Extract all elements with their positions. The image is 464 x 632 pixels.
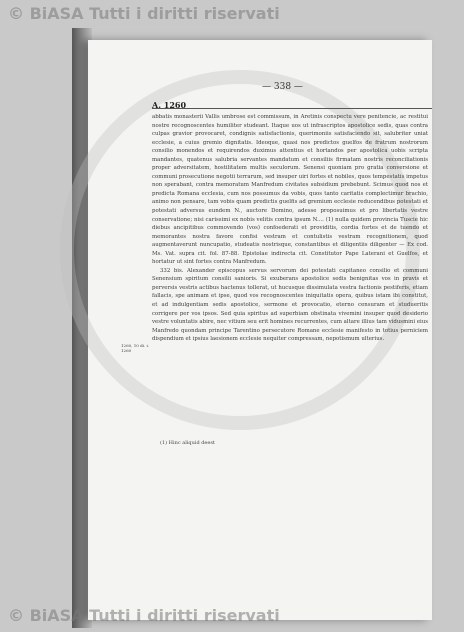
page-number: — 338 — <box>262 82 303 92</box>
header-rule <box>152 108 432 109</box>
watermark-bottom: © BiASA Tutti i diritti riservati <box>8 606 280 625</box>
year-heading: A. 1260 <box>152 100 187 110</box>
margin-note: 1260, 10 di. i. 1260 <box>121 343 150 353</box>
document-body <box>152 113 428 344</box>
paragraph: 332 bis. Alexander episcopus servus servorum dei potestati capitaneo consilio et communi Senensium spiritum consilii sanioris. Si exuberans apostolice sedis benignitas vos in pravis et perversis vestris actibus hactenus tollerat, ut hucusque dissimulata vestra factionis pestiferis, etiam fallacis, spe animam et ipse, quod vos recognoscentes iniquitatis opera, quibus istam ibi constitut, et ad indulgentiam sedis apostolice, sermone et provocatio, eterno censuram et studueritis corrigere per vos ipsos. Sed quia spiritus ad superbiam obstinata vivemini insuper quod desiderio vestre voluntatis abire, nec vitium seu erit homines recurrentes, cum altare illius tam vidusmini eius Manfredo quondam principe Tarentino persecutore Romane ecclesie manifesto in totius perniciem dispendium et ipsius laesionem ecclesie nequiter compressam, nepotismum ulterius. <box>152 267 428 343</box>
footnote: (1) Hinc aliquid deest <box>160 440 215 446</box>
paragraph: abbatis monasterii Vallis umbrose est commissum, in Aretinis conspectu vere penitencie, ac restitui nostre recognoscentes humiliter studeant. Itaque uos ut infrascriptos apostolice sedis, quas contra culpas gravior provocaret, condignis satisfactionis, querimoniis satisfaciendo sit, salubriter uniat ecclesie, a cuius gremio dignitatis. Ideoque, quasi nos predictos guelfos de fratrum nostrorum consilio monendos et requirendos duximus attentius et hortandos per apostolica uobis scripta mandantes, quatenus salubria servantes mandatum et consiliis firmatam nostris reconciliationis proper adversitatem, hostilitatem multis seculorum. Senensi quoniam pro gratia conversione et communi prosecutione negotii terrarum, sed insuper uiri fortes et nobiles, quos tempestatis impetus non sperabant, contra memoratum Manfredum civitates subsidium prebebunt. Scimus quod nos et predicta Romana ecclesia, cum nos possumus da vobis, quos tanto caritatis complectimur brachio, animo non pensare, tam vobis quam predictis guelfis ad gremium ecclesie reducendibus potestati et potestati adversus eundem N., auctore Domino, adesse proposuimus et pro libertatis vestre conservatione; nisi carissimi ex nobis velitis contra ipsum N.... (1) nulla quidem provincia Tuscie hic diebus ancipitibus commovendo (vos) confoederati et providitis, cordia fortes et de tuendo et memorantes nostra favore confisi vestram et contulistis vestram recognitionem, quod augmentaverunt nuncupatio, studeatis nostrisque, constantibus et diligentiis diligenter — Ex cod. Ms. Vat. supra cit. fol. 87-88. Epistolae indirecta cit. Constitutor Pape Laterani et Guelfos, et hortatur ut sint fortes contra Manfredum. <box>152 114 428 266</box>
watermark-top: © BiASA Tutti i diritti riservati <box>8 4 280 23</box>
